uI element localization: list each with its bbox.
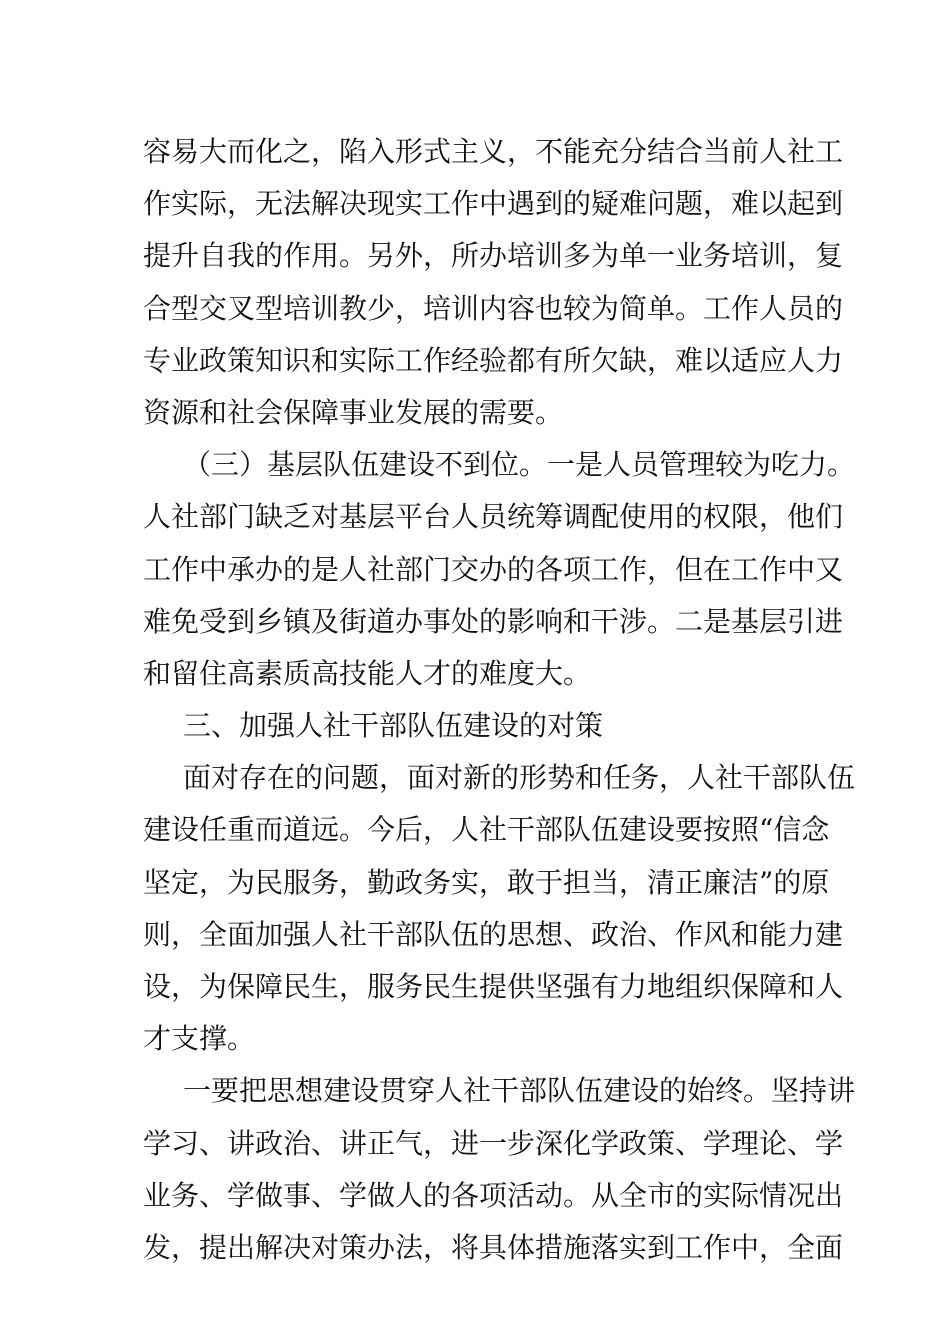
text-line: 难免受到乡镇及街道办事处的影响和干涉。二是基层引进 [143,604,844,638]
text-line: 资源和社会保障事业发展的需要。 [143,395,564,429]
text-line: 和留住高素质高技能人才的难度大。 [143,656,592,690]
text-line: 专业政策知识和实际工作经验都有所欠缺，难以适应人力 [143,343,844,377]
text-line: 面对存在的问题，面对新的形势和任务，人社干部队伍 [183,761,856,795]
text-line: 设，为保障民生，服务民生提供坚强有力地组织保障和人 [143,970,844,1003]
text-line: 提升自我的作用。另外，所办培训多为单一业务培训，复 [143,239,844,273]
text-line: 才支撑。 [143,1022,256,1056]
text-line: 业务、学做事、学做人的各项活动。从全市的实际情况出 [143,1178,844,1212]
text-line: 容易大而化之，陷入形式主义，不能充分结合当前人社工 [143,135,844,168]
text-line: 作实际，无法解决现实工作中遇到的疑难问题，难以起到 [143,187,844,221]
section-heading: 三、加强人社干部队伍建设的对策 [183,709,604,743]
text-line: 一要把思想建设贯穿人社干部队伍建设的始终。坚持讲 [183,1074,856,1108]
text-line: 合型交叉型培训教少，培训内容也较为简单。工作人员的 [143,291,844,325]
paragraph-heading-line: （三）基层队伍建设不到位。一是人员管理较为吃力。 [183,448,856,482]
text-line: 学习、讲政治、讲正气，进一步深化学政策、学理论、学 [143,1126,844,1160]
text-line: 发，提出解决对策办法，将具体措施落实到工作中，全面 [143,1230,844,1264]
text-line: 人社部门缺乏对基层平台人员统筹调配使用的权限，他们 [143,500,844,534]
text-line: 建设任重而道远。今后，人社干部队伍建设要按照“信念 [143,813,830,847]
text-line: 则，全面加强人社干部队伍的思想、政治、作风和能力建 [143,917,844,951]
text-line: 坚定，为民服务，勤政务实，敢于担当，清正廉洁”的原 [143,865,830,899]
text-line: 工作中承办的是人社部门交办的各项工作，但在工作中又 [143,552,844,586]
document-body [143,126,856,1274]
